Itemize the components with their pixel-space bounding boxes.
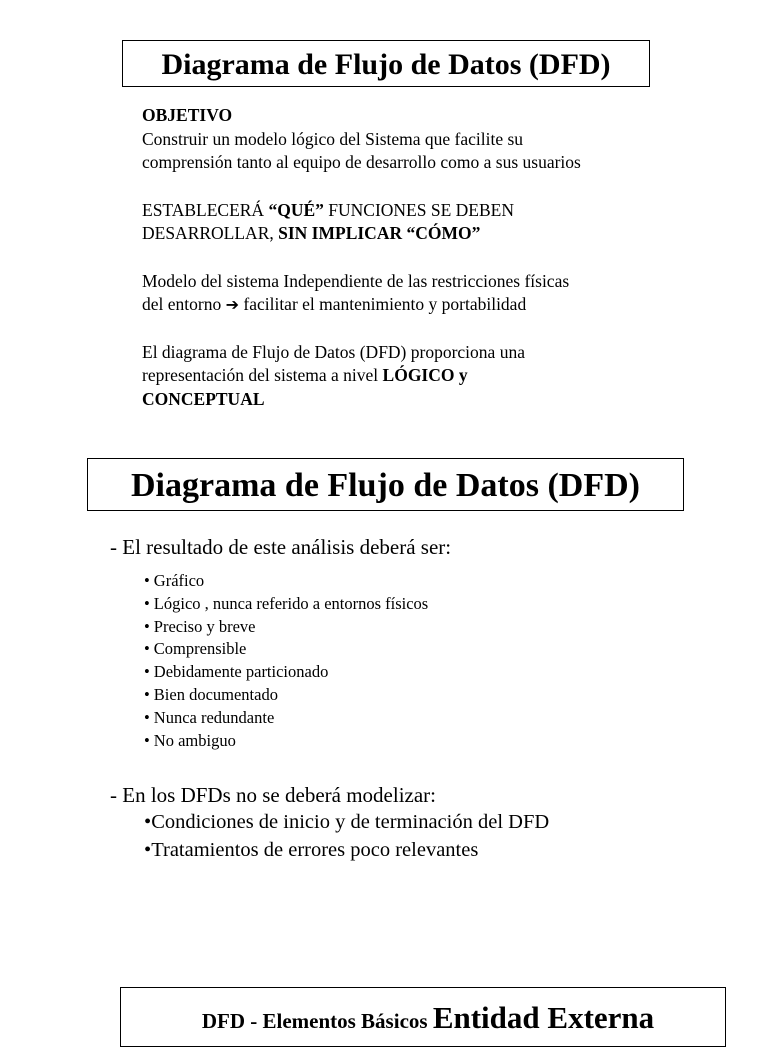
desarrollar-sin-implicar: SIN IMPLICAR “CÓMO” [278, 223, 481, 243]
objetivo-section [142, 104, 702, 175]
slide2-body [110, 534, 710, 864]
list-item: • Bien documentado [144, 684, 710, 707]
list-item: • Gráfico [144, 570, 710, 593]
desarrollar-text-a: DESARROLLAR, [142, 223, 279, 243]
establecera-text-a: ESTABLECERÁ [142, 199, 269, 220]
slide2-lead-1: - El resultado de este análisis deberá ser: [110, 535, 452, 559]
list-item [144, 836, 710, 864]
result-bullet-list [144, 570, 710, 752]
objetivo-line-2: comprensión tanto al equipo de desarrollo como a sus usuarios [142, 152, 581, 172]
modelo-line-2b: facilitar el mantenimiento y portabilidad [239, 294, 527, 314]
list-item-text: Condiciones de inicio y de terminación del DFD [151, 811, 550, 834]
modelo-line-2a: del entorno [142, 294, 226, 314]
dfd-line-2a: representación del sistema a nivel [142, 365, 383, 385]
list-item: • No ambiguo [144, 730, 710, 753]
establecera-text-c: FUNCIONES SE DEBEN [323, 199, 514, 220]
objetivo-heading: OBJETIVO [142, 105, 233, 125]
dfd-line-1: El diagrama de Flujo de Datos (DFD) proporciona una [142, 341, 525, 362]
establecera-que: “QUÉ” [268, 199, 324, 220]
modelo-section [142, 270, 702, 317]
list-item: • Preciso y breve [144, 616, 710, 639]
slide2-title: Diagrama de Flujo de Datos (DFD) [87, 458, 684, 511]
slide3-title [120, 987, 726, 1047]
dfd-section [142, 341, 702, 412]
modelo-line-2 [142, 293, 702, 317]
list-item: • Debidamente particionado [144, 661, 710, 684]
dfd-conceptual: CONCEPTUAL [142, 388, 265, 409]
slide1-title: Diagrama de Flujo de Datos (DFD) [122, 40, 650, 87]
slide2-lead-2: - En los DFDs no se deberá modelizar: [110, 783, 437, 808]
list-item [144, 808, 710, 836]
desarrollar-line [142, 222, 702, 246]
establecera-section [142, 199, 702, 246]
slide3-title-big: Entidad Externa [432, 1000, 655, 1035]
list-item: • Nunca redundante [144, 707, 710, 730]
list-item-text: Tratamientos de errores poco relevantes [151, 839, 479, 862]
slide1-body [142, 104, 702, 435]
establecera-line [142, 199, 702, 223]
list-item: • Lógico , nunca referido a entornos físicos [144, 593, 710, 616]
objetivo-line-1: Construir un modelo lógico del Sistema que facilite su [142, 128, 524, 149]
no-modelizar-list [144, 808, 710, 864]
arrow-right-icon: ➔ [225, 295, 239, 314]
modelo-line-1: Modelo del sistema Independiente de las restricciones físicas [142, 270, 570, 291]
slide3-title-small: DFD - Elementos Básicos [201, 1009, 428, 1033]
list-item: • Comprensible [144, 638, 710, 661]
dfd-logico: LÓGICO y [382, 365, 468, 385]
dfd-line-2 [142, 364, 702, 388]
